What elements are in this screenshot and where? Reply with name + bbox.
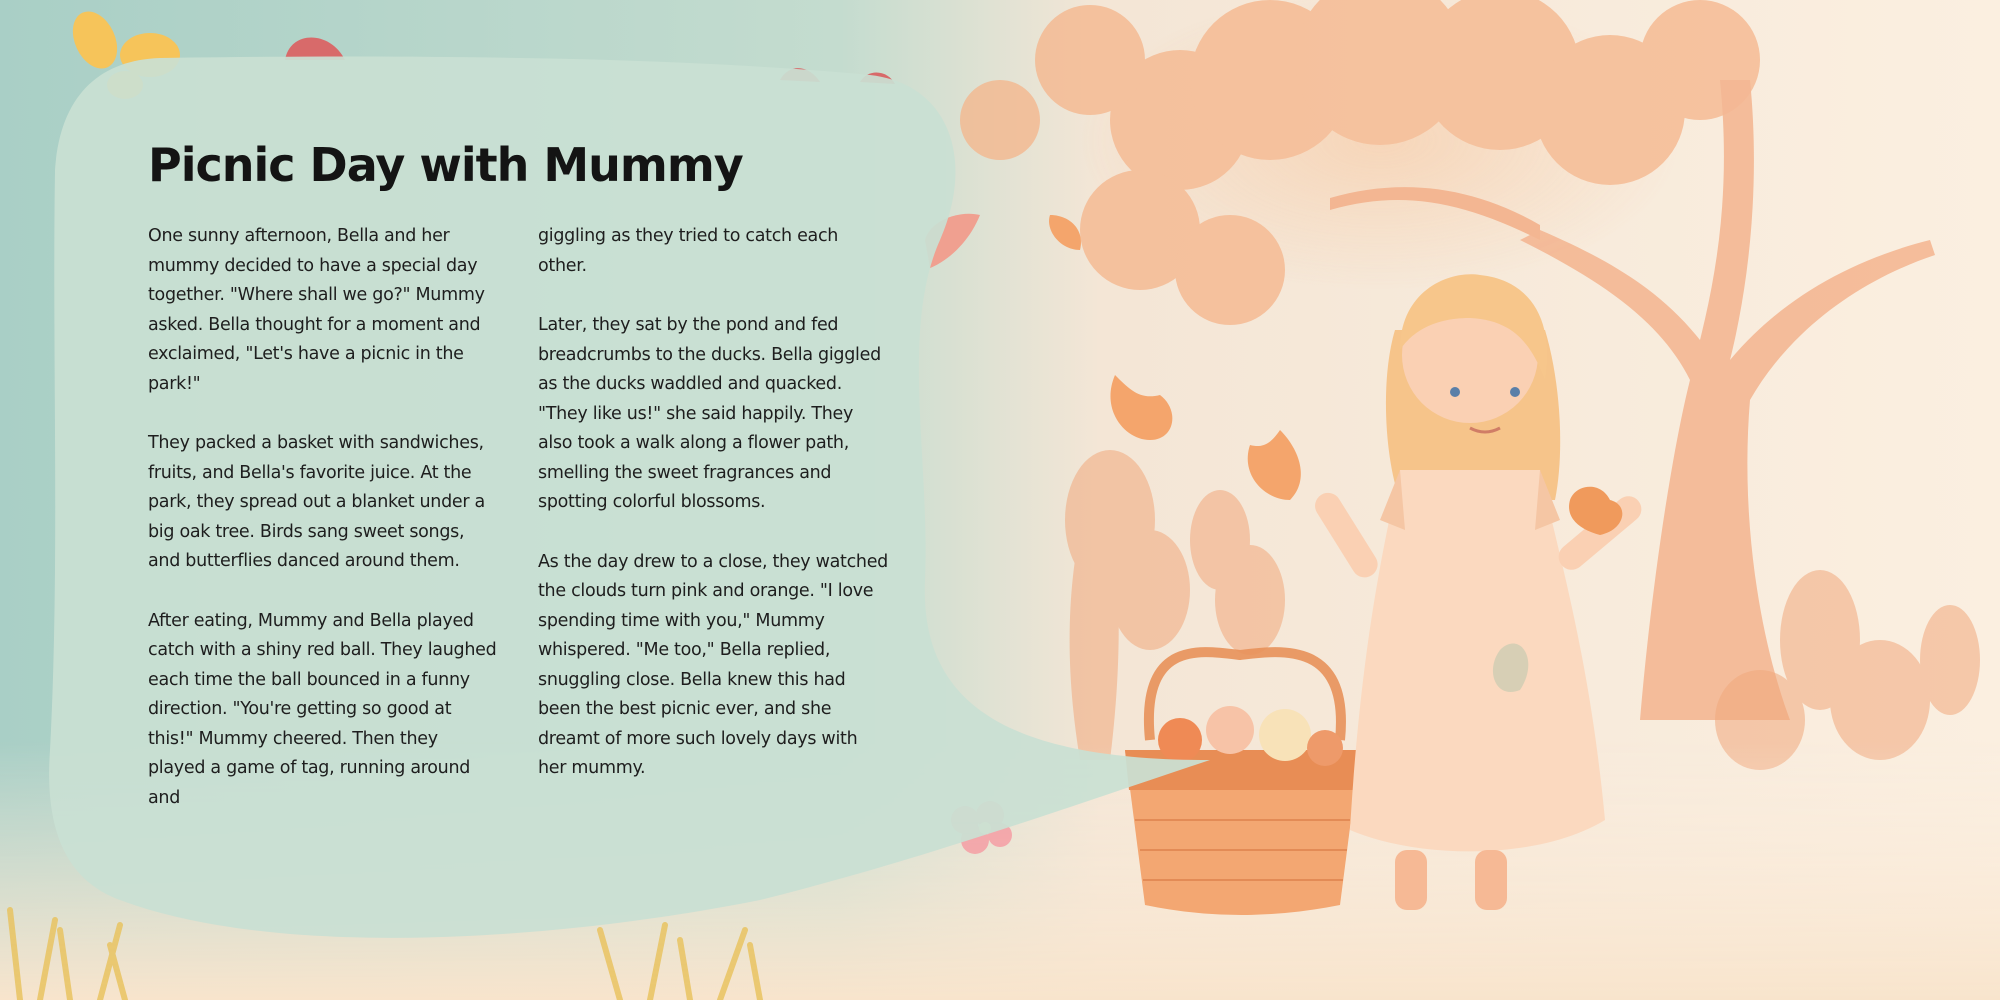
story-paragraph: One sunny afternoon, Bella and her mummy decided to have a special day together. "Where shall we go?" Mummy asked. Bella thought for a moment and exclaimed, "Let's have a picnic in the park!" xyxy=(148,226,485,394)
story-column-left xyxy=(148,222,498,843)
story-column-right xyxy=(538,222,888,814)
story-text-panel xyxy=(148,138,908,808)
story-title: Picnic Day with Mummy xyxy=(148,138,743,192)
story-paragraph: They packed a basket with sandwiches, fruits, and Bella's favorite juice. At the park, they spread out a blanket under a big oak tree. Birds sang sweet songs, and butterflies danced around them. xyxy=(148,433,485,571)
story-paragraph: After eating, Mummy and Bella played catch with a shiny red ball. They laughed each time the ball bounced in a funny direction. "You're getting so good at this!" Mummy cheered. Then they played a game of tag, running around and xyxy=(148,610,497,808)
story-paragraph: giggling as they tried to catch each other. xyxy=(538,226,839,276)
story-paragraph: Later, they sat by the pond and fed breadcrumbs to the ducks. Bella giggled as the ducks waddled and quacked. "They like us!" she said happily. They also took a walk along a flower path, smelling the sweet fragrances and spotting colorful blossoms. xyxy=(538,315,881,512)
story-paragraph: As the day drew to a close, they watched the clouds turn pink and orange. "I love spending time with you," Mummy whispered. "Me too," Bella replied, snuggling close. Bella knew this had been the best picnic ever, and she dreamt of more such lovely days with her mummy. xyxy=(538,551,888,778)
